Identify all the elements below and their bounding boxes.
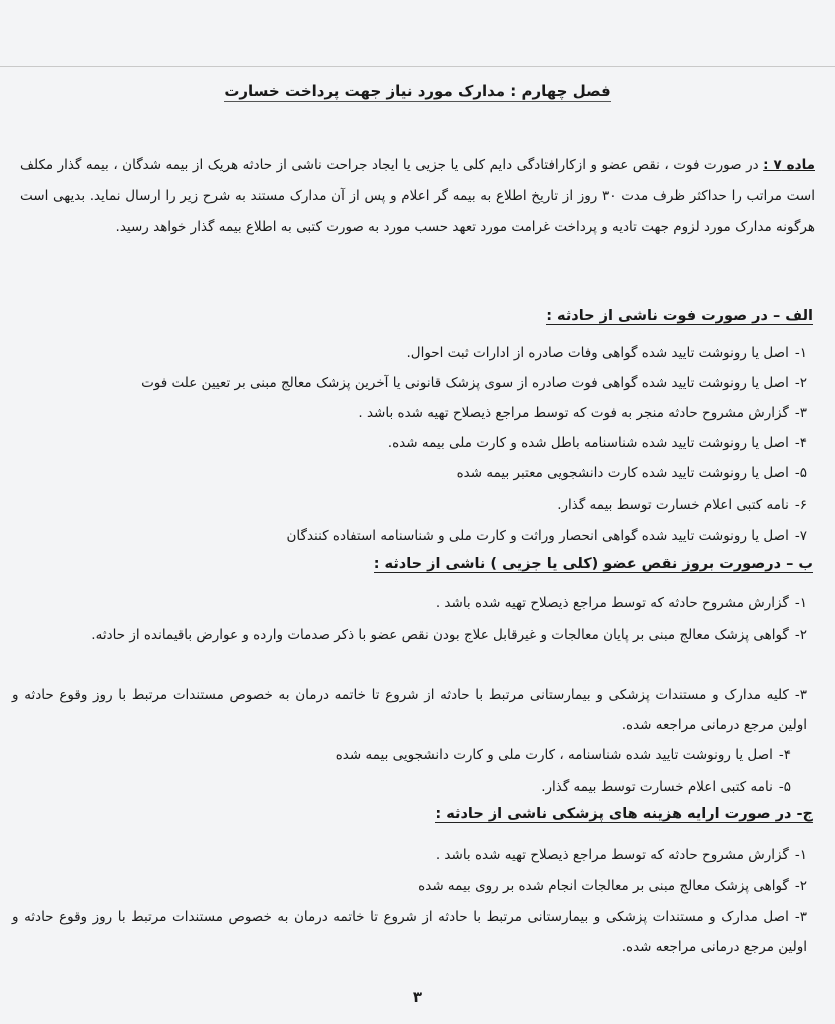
section-c-item: ۱-گزارش مشروح حادثه که توسط مراجع ذیصلاح تهیه شده باشد . [435, 847, 807, 863]
section-b-item: ۳-کلیه مدارک و مستندات پزشکی و بیمارستانی مرتبط با حادثه از شروع تا خاتمه درمان به خصوص مستندات مرتبط با روز وقوع حادثه و اولین مرجع درمانی مراجعه شده. [12, 687, 807, 733]
section-b-item: ۲-گواهی پزشک معالج مبنی بر پایان معالجات و غیرقابل علاج بودن نقص عضو با ذکر صدمات وارده و عوارض باقیمانده از حادثه. [91, 627, 807, 643]
section-c-item: ۲-گواهی پزشک معالج مبنی بر معالجات انجام شده بر روی بیمه شده [418, 878, 807, 894]
section-a-item: ۵-اصل یا رونوشت تایید شده کارت دانشجویی معتبر بیمه شده [456, 465, 807, 481]
section-b-item: ۵-نامه کتبی اعلام خسارت توسط بیمه گذار. [541, 779, 791, 795]
section-b-item: ۱-گزارش مشروح حادثه که توسط مراجع ذیصلاح تهیه شده باشد . [435, 595, 807, 611]
article-7-paragraph [20, 150, 815, 243]
section-a-heading: الف – در صورت فوت ناشی از حادثه : [546, 308, 813, 324]
section-a-item: ۴-اصل یا رونوشت تایید شده شناسنامه باطل شده و کارت ملی بیمه شده. [387, 435, 807, 451]
article-text: در صورت فوت ، نقص عضو و ازکارافتادگی دایم کلی یا جزیی یا ایجاد جراحت ناشی از حادثه هریک از بیمه شدگان ، بیمه گذار مکلف است مراتب را حداکثر ظرف مدت ۳۰ روز از تاریخ اطلاع به بیمه گر اعلام و پس از آن مدارک مستند به شرح زیر را ارسال نماید. بدیهی است هرگونه مدارک مورد لزوم جهت تادیه و پرداخت غرامت مورد تعهد حسب مورد به صورت کتبی به اطلاع بیمه گذار خواهد رسید. [20, 157, 815, 235]
section-c-heading: ج- در صورت ارایه هزینه های پزشکی ناشی از حادثه : [435, 806, 813, 822]
section-a-item: ۶-نامه کتبی اعلام خسارت توسط بیمه گذار. [557, 497, 807, 513]
section-a-item: ۱-اصل یا رونوشت تایید شده گواهی وفات صادره از ادارات ثبت احوال. [406, 345, 807, 361]
article-label: ماده ۷ : [763, 157, 815, 173]
page-number: ۳ [412, 988, 423, 1006]
section-b-item: ۴-اصل یا رونوشت تایید شده شناسنامه ، کارت ملی و کارت دانشجویی بیمه شده [335, 747, 791, 763]
section-a-item: ۲-اصل یا رونوشت تایید شده گواهی فوت صادره از سوی پزشک قانونی یا آخرین پزشک معالج مبنی بر تعیین علت فوت [141, 375, 807, 391]
section-a-item: ۳-گزارش مشروح حادثه منجر به فوت که توسط مراجع ذیصلاح تهیه شده باشد . [358, 405, 807, 421]
page-top-rule [0, 66, 835, 67]
section-a-item: ۷-اصل یا رونوشت تایید شده گواهی انحصار وراثت و کارت ملی و شناسنامه استفاده کنندگان [286, 528, 807, 544]
chapter-title: فصل چهارم : مدارک مورد نیاز جهت پرداخت خسارت [224, 82, 611, 100]
section-b-heading: ب – درصورت بروز نقص عضو (کلی یا جزیی ) ناشی از حادثه : [373, 556, 813, 572]
section-c-item: ۳-اصل مدارک و مستندات پزشکی و بیمارستانی مرتبط با حادثه از شروع تا خاتمه درمان به خصوص مستندات مرتبط با روز وقوع حادثه و اولین مرجع درمانی مراجعه شده. [12, 909, 807, 955]
